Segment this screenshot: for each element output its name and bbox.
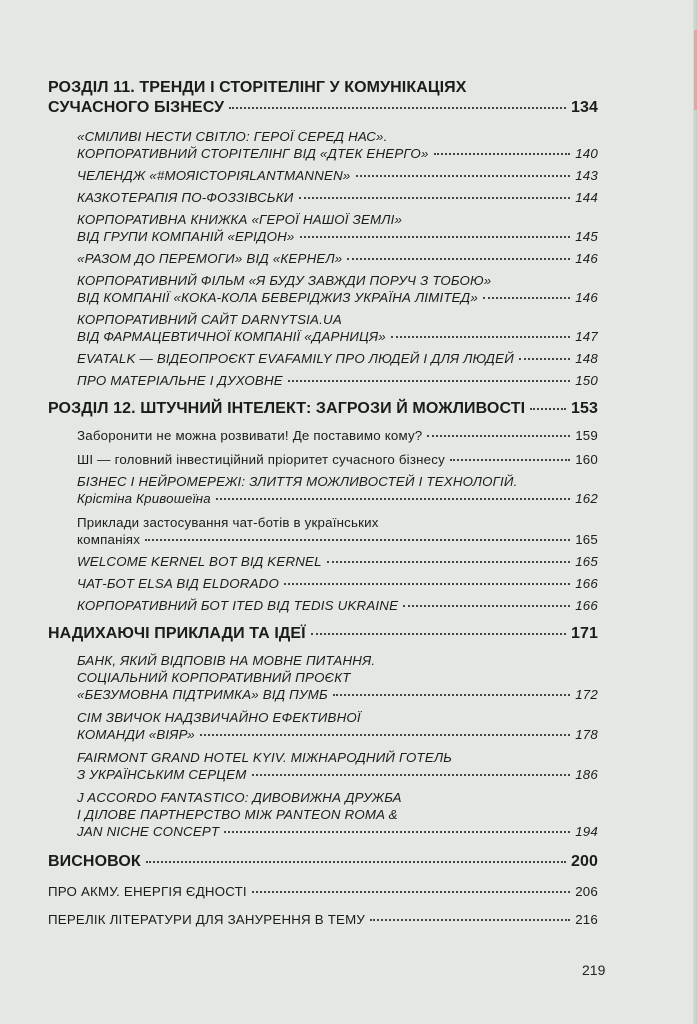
- dot-leader: [300, 236, 571, 238]
- table-of-contents: [48, 78, 598, 928]
- dot-leader: [370, 919, 570, 921]
- toc-item: [77, 128, 598, 162]
- page-number: 165: [575, 532, 598, 547]
- item-title-line: WELCOME KERNEL BOT ВІД KERNEL: [77, 554, 322, 569]
- toc-item: [77, 575, 598, 592]
- chapter-title-line: СУЧАСНОГО БІЗНЕСУ: [48, 99, 225, 116]
- dot-leader: [403, 605, 570, 607]
- dot-leader: [229, 107, 566, 109]
- page-number: 143: [575, 168, 598, 183]
- item-title-line: ПЕРЕЛІК ЛІТЕРАТУРИ ДЛЯ ЗАНУРЕННЯ В ТЕМУ: [48, 912, 366, 927]
- item-title-line: «СМІЛИВІ НЕСТИ СВІТЛО: ГЕРОЇ СЕРЕД НАС».: [77, 129, 388, 144]
- item-title-line: КОМАНДИ «ВІЯР»: [77, 727, 195, 742]
- item-title-line: КОРПОРАТИВНА КНИЖКА «ГЕРОЇ НАШОЇ ЗЕМЛІ»: [77, 212, 403, 227]
- dot-leader: [519, 358, 570, 360]
- chapter-title-line: ВИСНОВОК: [48, 853, 141, 870]
- item-title-line: КОРПОРАТИВНИЙ ФІЛЬМ «Я БУДУ ЗАВЖДИ ПОРУЧ З ТОБОЮ»: [77, 273, 492, 288]
- item-title-line: Приклади застосування чат-ботів в українських: [77, 515, 379, 530]
- toc-item: [77, 553, 598, 570]
- page-number: 216: [575, 912, 598, 927]
- item-title-line: З УКРАЇНСЬКИМ СЕРЦЕМ: [77, 767, 247, 782]
- page-number: 172: [575, 687, 598, 702]
- dot-leader: [311, 633, 566, 635]
- dot-leader: [434, 153, 571, 155]
- page-number: 150: [575, 373, 598, 388]
- item-title-line: СІМ ЗВИЧОК НАДЗВИЧАЙНО ЕФЕКТИВНОЇ: [77, 710, 361, 725]
- item-title-line: JAN NICHE CONCEPT: [77, 824, 220, 839]
- item-title-line: БІЗНЕС І НЕЙРОМЕРЕЖІ: ЗЛИТТЯ МОЖЛИВОСТЕЙ І ТЕХНОЛОГІЙ.: [77, 474, 518, 489]
- toc-item: [77, 311, 598, 345]
- item-title-line: СОЦІАЛЬНИЙ КОРПОРАТИВНИЙ ПРОЄКТ: [77, 670, 351, 685]
- toc-item: [77, 789, 598, 840]
- item-title-line: EVATALK — ВІДЕОПРОЄКТ EVAFAMILY ПРО ЛЮДЕЙ І ДЛЯ ЛЮДЕЙ: [77, 351, 514, 366]
- toc-item: [77, 372, 598, 389]
- toc-item: [77, 211, 598, 245]
- dot-leader: [145, 539, 570, 541]
- toc-item: [77, 597, 598, 614]
- toc-item: [77, 189, 598, 206]
- item-title-line: ВІД ГРУПИ КОМПАНІЙ «ЕРІДОН»: [77, 229, 295, 244]
- item-title-line: FAIRMONT GRAND HOTEL KYIV. МІЖНАРОДНИЙ ГОТЕЛЬ: [77, 750, 453, 765]
- page-number: 166: [575, 576, 598, 591]
- page-number: 146: [575, 290, 598, 305]
- chapter-title-line: НАДИХАЮЧІ ПРИКЛАДИ ТА ІДЕЇ: [48, 625, 306, 642]
- dot-leader: [252, 891, 570, 893]
- toc-item: [77, 451, 598, 468]
- page-number: 144: [575, 190, 598, 205]
- dot-leader: [327, 561, 570, 563]
- toc-item: [77, 514, 598, 548]
- item-title-line: J ACCORDO FANTASTICO: ДИВОВИЖНА ДРУЖБА: [77, 790, 402, 805]
- dot-leader: [356, 175, 571, 177]
- page-number: 153: [571, 400, 598, 417]
- toc-item: [77, 652, 598, 703]
- item-title-line: «БЕЗУМОВНА ПІДТРИМКА» ВІД ПУМБ: [77, 687, 328, 702]
- dot-leader: [146, 861, 566, 863]
- page-number: 194: [575, 824, 598, 839]
- page-number: 145: [575, 229, 598, 244]
- toc-chapter-11: [48, 78, 598, 118]
- page-number: 171: [571, 625, 598, 642]
- page-number: 146: [575, 251, 598, 266]
- toc-item: [77, 350, 598, 367]
- item-title-line: КОРПОРАТИВНИЙ БОТ ITED ВІД TEDIS UKRAINE: [77, 598, 399, 613]
- page-number: 186: [575, 767, 598, 782]
- page-number: 147: [575, 329, 598, 344]
- toc-literature: [48, 911, 598, 928]
- chapter-title-line: РОЗДІЛ 11. ТРЕНДИ І СТОРІТЕЛІНГ У КОМУНІКАЦІЯХ: [48, 79, 467, 96]
- toc-conclusion: [48, 852, 598, 872]
- page-number: 159: [575, 428, 598, 443]
- item-title-line: КАЗКОТЕРАПІЯ ПО-ФОЗЗІВСЬКИ: [77, 190, 294, 205]
- page-folio: 219: [582, 962, 606, 978]
- dot-leader: [299, 197, 571, 199]
- page-number: 166: [575, 598, 598, 613]
- item-title-line: Крістіна Кривошеїна: [77, 491, 211, 506]
- page-number: 165: [575, 554, 598, 569]
- toc-item: [77, 749, 598, 783]
- toc-item: [77, 272, 598, 306]
- dot-leader: [288, 380, 570, 382]
- page-number: 178: [575, 727, 598, 742]
- toc-item: [77, 473, 598, 507]
- item-title-line: КОРПОРАТИВНИЙ СТОРІТЕЛІНГ ВІД «ДТЕК ЕНЕРГО»: [77, 146, 429, 161]
- item-title-line: ЧАТ-БОТ ELSA ВІД ELDORADO: [77, 576, 280, 591]
- toc-item: [77, 250, 598, 267]
- page-number: 200: [571, 853, 598, 870]
- dot-leader: [224, 831, 570, 833]
- dot-leader: [216, 498, 570, 500]
- toc-chapter-12: [48, 399, 598, 419]
- dot-leader: [347, 258, 570, 260]
- item-title-line: ВІД КОМПАНІЇ «КОКА-КОЛА БЕВЕРІДЖИЗ УКРАЇНА ЛІМІТЕД»: [77, 290, 478, 305]
- toc-item: [77, 427, 598, 444]
- page-number: 148: [575, 351, 598, 366]
- page-number: 162: [575, 491, 598, 506]
- dot-leader: [483, 297, 570, 299]
- page-number: 140: [575, 146, 598, 161]
- dot-leader: [427, 435, 570, 437]
- item-title-line: БАНК, ЯКИЙ ВІДПОВІВ НА МОВНЕ ПИТАННЯ.: [77, 653, 376, 668]
- item-title-line: ВІД ФАРМАЦЕВТИЧНОЇ КОМПАНІЇ «ДАРНИЦЯ»: [77, 329, 386, 344]
- toc-item: [77, 167, 598, 184]
- dot-leader: [200, 734, 570, 736]
- item-title-line: ЧЕЛЕНДЖ «#МОЯІСТОРІЯLANTMANNEN»: [77, 168, 351, 183]
- chapter-title-line: РОЗДІЛ 12. ШТУЧНИЙ ІНТЕЛЕКТ: ЗАГРОЗИ Й МОЖЛИВОСТІ: [48, 400, 526, 417]
- toc-item: [77, 709, 598, 743]
- dot-leader: [284, 583, 570, 585]
- dot-leader: [391, 336, 570, 338]
- item-title-line: компаніях: [77, 532, 141, 547]
- item-title-line: «РАЗОМ ДО ПЕРЕМОГИ» ВІД «КЕРНЕЛ»: [77, 251, 343, 266]
- page-number: 206: [575, 884, 598, 899]
- dot-leader: [530, 408, 566, 410]
- dot-leader: [252, 774, 571, 776]
- page-edge: [693, 0, 697, 1024]
- dot-leader: [333, 694, 570, 696]
- item-title-line: ШІ — головний інвестиційний пріоритет сучасного бізнесу: [77, 452, 445, 467]
- item-title-line: ПРО МАТЕРІАЛЬНЕ І ДУХОВНЕ: [77, 373, 283, 388]
- item-title-line: ПРО АКМУ. ЕНЕРГІЯ ЄДНОСТІ: [48, 884, 247, 899]
- page-number: 160: [575, 452, 598, 467]
- toc-about: [48, 883, 598, 900]
- dot-leader: [450, 459, 570, 461]
- page-number: 134: [571, 99, 598, 116]
- item-title-line: Заборонити не можна розвивати! Де поставимо кому?: [77, 428, 423, 443]
- item-title-line: КОРПОРАТИВНИЙ САЙТ DARNYTSIA.UA: [77, 312, 342, 327]
- toc-chapter-inspiring: [48, 624, 598, 644]
- item-title-line: І ДІЛОВЕ ПАРТНЕРСТВО МІЖ PANTEON ROMA &: [77, 807, 398, 822]
